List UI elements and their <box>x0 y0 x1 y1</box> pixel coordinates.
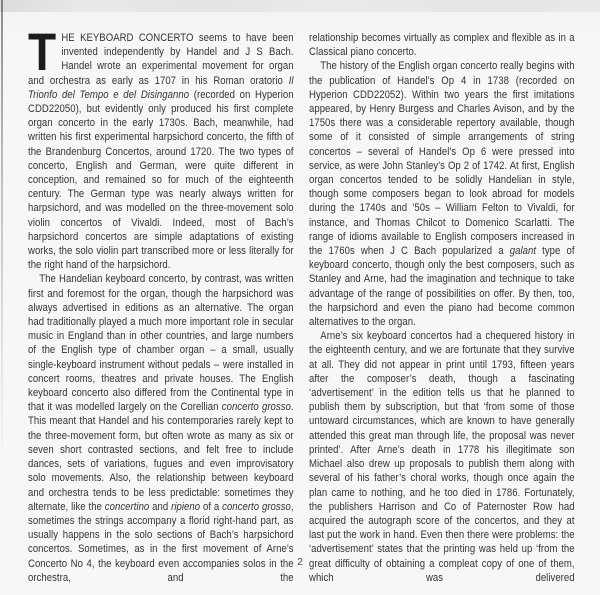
text-run: relationship becomes virtually as complex and flexible as in a Classical piano concerto. <box>309 32 575 59</box>
text-run: Il Trionfo del Tempo e del Disinganno <box>28 74 294 101</box>
paragraph <box>28 23 294 272</box>
text-run: Arne’s six keyboard concertos had a chequered history in the eighteenth century, and we are fortunate that they survive at all. They did not appear in print until 1793, fifteen years after the composer’s death, though a fascinating ‘advertisement’ in the edition tells us that he planned to publish them by subscription, but that ‘from some of those untoward circumstances, which are known to have generally attended this great man through life, the proposal was never printed’. After Arne’s death in 1778 his illegitimate son Michael also drew up proposals to publish them along with several of his father’s choral works, though once again the plan came to nothing, and he too died in 1786. Fortunately, the publishers Harrison and Co of Paternoster Row had acquired the autograph score of the concertos, and they at last put the work in hand. Even then there were problems: the ‘advertisement’ states that the printing was held up ‘from the great difficulty of obtaining a compleat copy of one of them, which was delivered <box>309 330 575 584</box>
text-run: concertino <box>104 500 150 513</box>
text-run: ripieno <box>171 500 201 513</box>
column-right <box>309 31 575 585</box>
text-run: and <box>149 500 172 513</box>
text-run: HE KEYBOARD CONCERTO seems to have been invented independently by Handel and J S Bach. Handel wrote an experimental movement for organ and orchestra as early as 1707 in his Roman oratorio <box>28 32 294 87</box>
paragraph <box>309 329 575 585</box>
paragraph <box>309 59 575 329</box>
scan-top-shadow <box>0 0 600 12</box>
dropcap-letter: T <box>28 23 57 82</box>
column-left <box>28 23 294 585</box>
text-run: of a <box>200 500 223 513</box>
text-run: (recorded on Hyperion CDD22050), but evidently only produced his first complete organ concerto in the early 1730s. Bach, meanwhile, had written his first experimental harpsichord concerto, the fifth of the Brandenburg Concertos, around 1720. The two types of concerto, English and German, were quite different in conception, and remained so for much of the eighteenth century. The German type was nearly always written for harpsichord, and was modelled on the three-movement solo violin concertos of Vivaldi. Indeed, most of Bach’s harpsichord concertos are simple adaptations of existing works, the solo violin part transcribed more or less literally for the right hand of the harpsichord. <box>28 88 294 272</box>
paragraph <box>28 272 294 584</box>
text-run: The Handelian keyboard concerto, by contrast, was written first and foremost for the organ, though the harpsichord was always advertised in editions as an alternative. The organ had traditionally played a much more important role in secular music in England than in other countries, and large numbers of the English type of chamber organ – a small, usually single-keyboard instrument without pedals – were installed in concert rooms, theatres and private houses. The English keyboard concerto also differed from the Continental type in that it was modelled largely on the Corellian <box>28 273 294 414</box>
text-run: . This meant that Handel and his contemporaries rarely kept to the three-movement form, but often wrote as many as six or seven short contrasted sections, and felt free to include dances, sets of variations, fugues and even improvisatory solo movements. Also, the relationship between keyboard and orchestra tends to be less predictable: sometimes they alternate, like the <box>28 401 294 513</box>
scan-left-edge <box>1 0 3 470</box>
text-run: The history of the English organ concerto really begins with the publication of Handel’s Op 4 in 1738 (recorded on Hyperion CDD22052). Within two years the first imitations appeared, by Henry Burgess and Charles Avison, and by the 1750s there was a considerable repertory available, though some of it consisted of simple arrangements of string concertos – several of Handel’s Op 6 were pressed into service, as were John Stanley’s Op 2 of 1742. At first, English organ concertos tended to be solidly Handelian in style, though some composers began to look abroad for models during the 1740s and ’50s – William Felton to Vivaldi, for instance, and Thomas Chilcot to Domenico Scarlatti. The range of idioms available to English composers increased in the 1760s when J C Bach popularized a <box>309 60 575 258</box>
text-run: galant <box>509 245 537 258</box>
text-run: concerto grosso <box>222 500 291 513</box>
text-run: type of keyboard concerto, though only the best composers, such as Stanley and Arne, had the imagination and technique to take advantage of the range of possibilities on offer. By then, too, the harpsichord and even the piano had become common alternatives to the organ. <box>309 245 575 329</box>
page-number: 2 <box>297 556 303 568</box>
text-run: , sometimes the strings accompany a florid right-hand part, as usually happens in the solo sections of Bach’s harpsichord concertos. Sometimes, as in the first movement of Arne’s Concerto No 4, the keyboard even accompanies solos in the orchestra, and the <box>28 500 294 584</box>
text-run: concerto grosso <box>221 401 291 414</box>
paragraph <box>309 31 575 59</box>
